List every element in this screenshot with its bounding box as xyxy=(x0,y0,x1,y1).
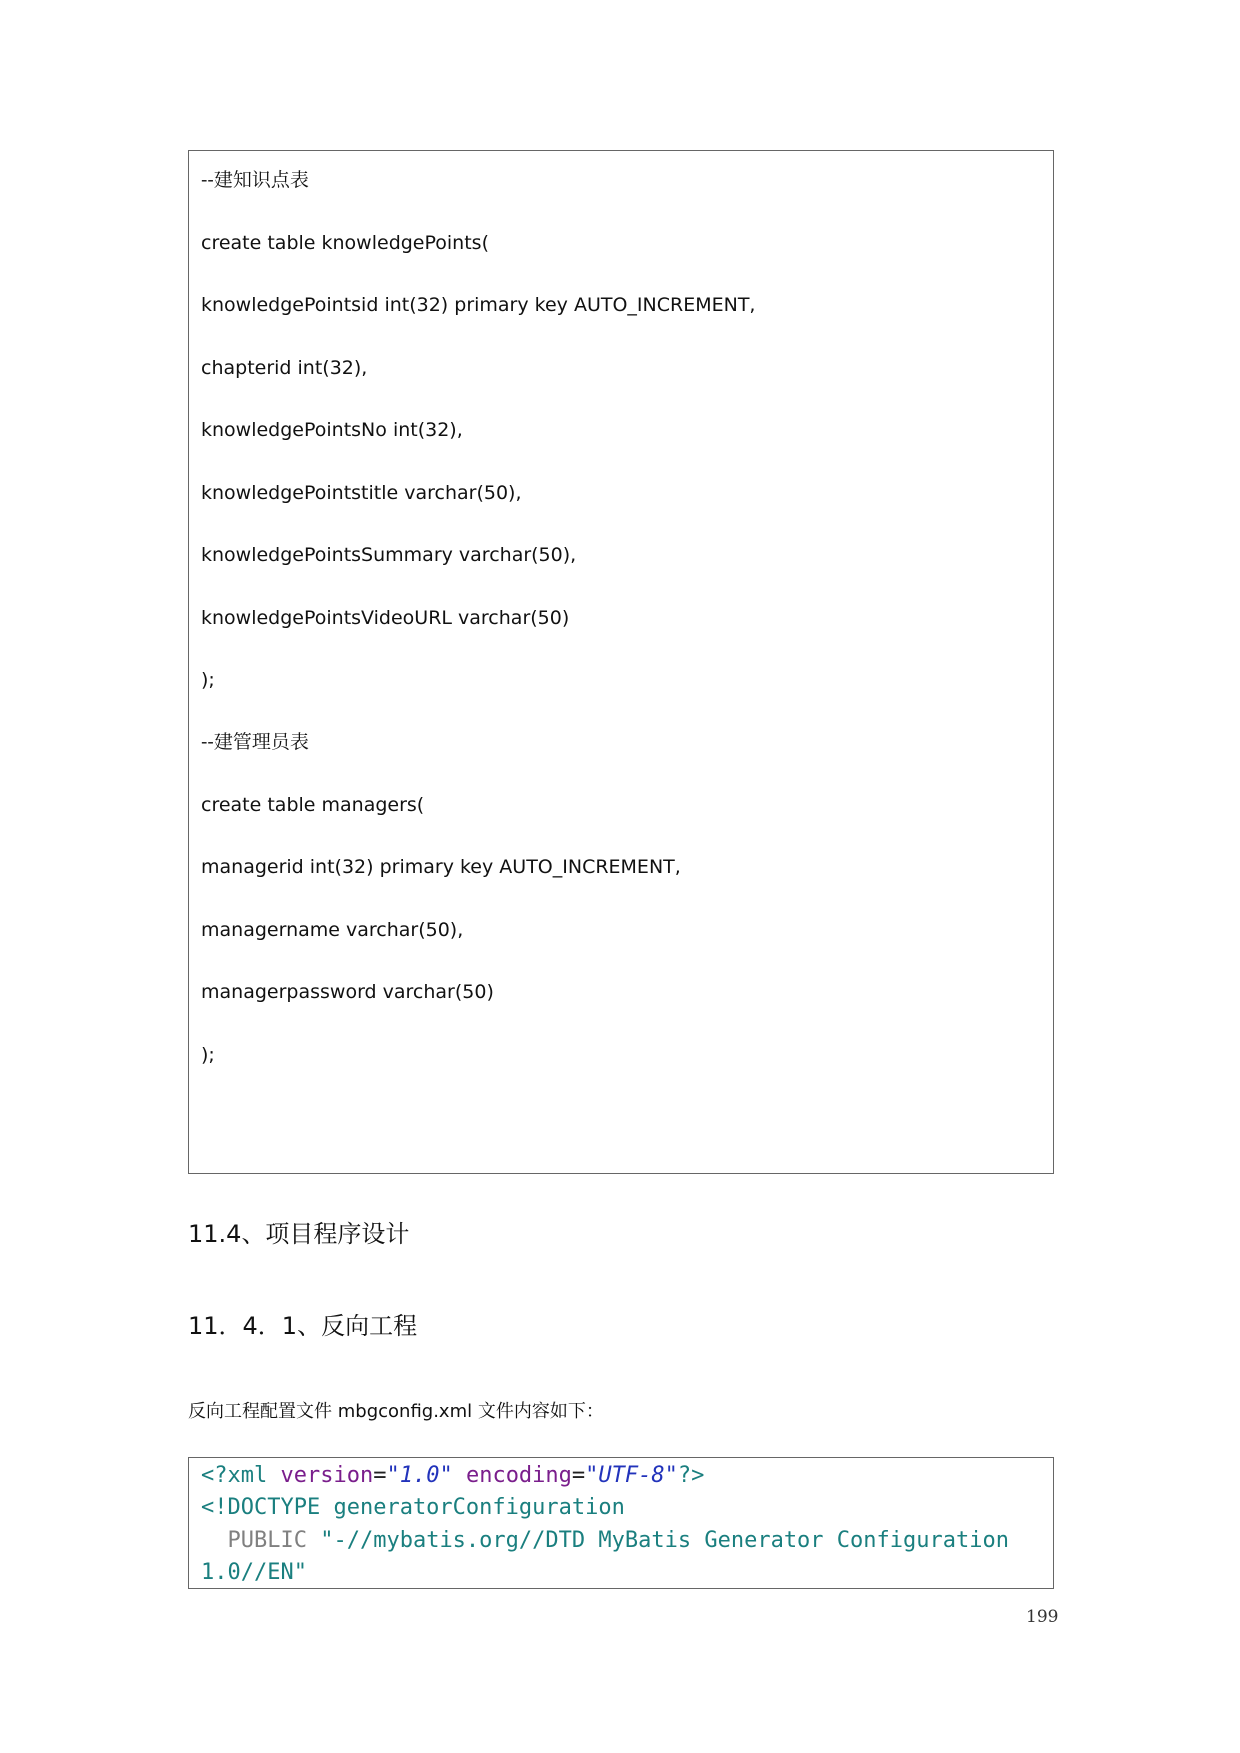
code-line: managerid int(32) primary key AUTO_INCREMENT, xyxy=(201,856,681,878)
sql-code-block xyxy=(188,150,1054,1174)
code-line: managername varchar(50), xyxy=(201,919,464,941)
intro-suffix: 文件内容如下： xyxy=(472,1401,604,1422)
code-line: --建管理员表 xyxy=(201,731,309,753)
xml-token: "UTF-8" xyxy=(585,1463,678,1488)
xml-token: <!DOCTYPE xyxy=(201,1495,321,1520)
code-line: --建知识点表 xyxy=(201,169,309,191)
xml-token: PUBLIC xyxy=(227,1528,307,1553)
subsection-heading: 11．4．1、反向工程 xyxy=(188,1312,418,1340)
code-line: knowledgePointsVideoURL varchar(50) xyxy=(201,607,570,629)
xml-token: = xyxy=(373,1463,387,1488)
xml-token: version xyxy=(280,1463,374,1488)
code-line: ); xyxy=(201,669,215,691)
xml-line-1 xyxy=(201,1461,704,1491)
config-filename: mbgconfig.xml xyxy=(337,1401,473,1422)
intro-prefix: 反向工程配置文件 xyxy=(188,1401,338,1422)
intro-paragraph xyxy=(188,1400,604,1424)
xml-token: <? xyxy=(201,1463,228,1488)
xml-line-4 xyxy=(201,1558,307,1588)
xml-token: generatorConfiguration xyxy=(333,1495,625,1520)
xml-line-2 xyxy=(201,1493,625,1523)
code-line: ); xyxy=(201,1044,215,1066)
code-line: knowledgePointstitle varchar(50), xyxy=(201,482,522,504)
xml-line-3 xyxy=(201,1526,1009,1556)
code-line: create table knowledgePoints( xyxy=(201,232,489,254)
code-line: chapterid int(32), xyxy=(201,357,368,379)
code-line: create table managers( xyxy=(201,794,425,816)
page-number: 199 xyxy=(1026,1607,1059,1627)
xml-token: 1.0//EN" xyxy=(201,1560,307,1585)
xml-token: ?> xyxy=(677,1463,705,1488)
xml-token: "1.0" xyxy=(386,1463,453,1488)
code-line: managerpassword varchar(50) xyxy=(201,981,494,1003)
xml-code-block xyxy=(188,1457,1054,1589)
section-heading: 11.4、项目程序设计 xyxy=(188,1220,410,1248)
code-line: knowledgePointsid int(32) primary key AUTO_INCREMENT, xyxy=(201,294,756,316)
xml-token: "-//mybatis.org//DTD MyBatis Generator Configuration xyxy=(320,1528,1009,1553)
xml-token: encoding xyxy=(465,1463,572,1488)
code-line: knowledgePointsNo int(32), xyxy=(201,419,463,441)
xml-token: xml xyxy=(227,1463,268,1488)
xml-token: = xyxy=(571,1463,586,1488)
code-line: knowledgePointsSummary varchar(50), xyxy=(201,544,577,566)
